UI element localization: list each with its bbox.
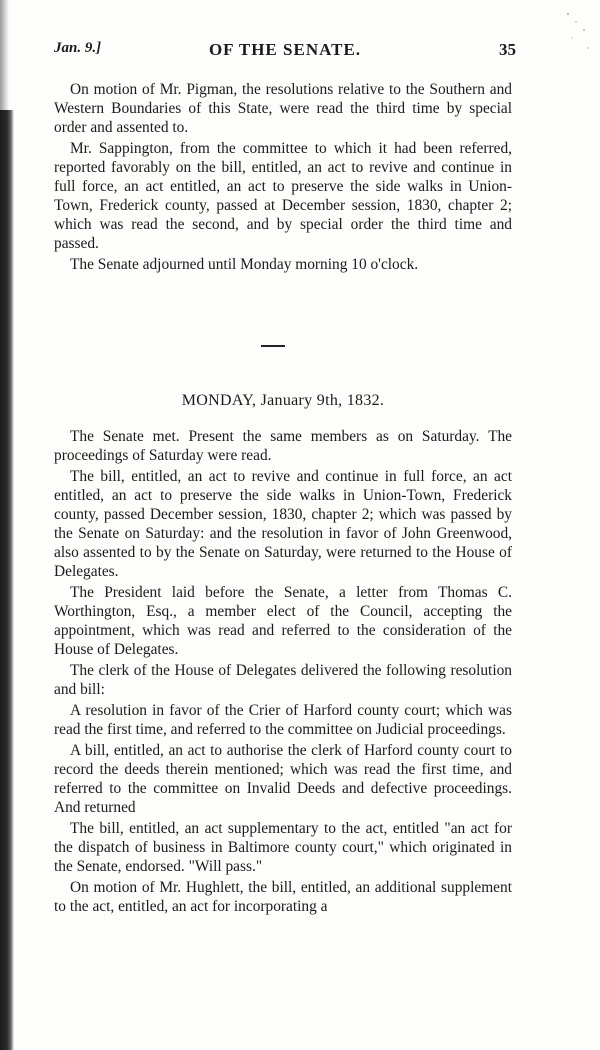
section-divider — [261, 345, 285, 347]
paragraph: The Senate met. Present the same members as on Saturday. The proceedings of Saturday were read. — [54, 428, 512, 464]
page-number: 35 — [499, 40, 516, 59]
binding-shadow-top — [0, 0, 9, 110]
paragraph: The bill, entitled, an act supplementary to the act, entitled "an act for the dispatch of business in Baltimore county court," which originated in the Senate, endorsed. "Will pass." — [54, 820, 512, 875]
paragraph: A bill, entitled, an act to authorise the clerk of Harford county court to record the deeds therein mentioned; which was read the first time, and referred to the committee on Invalid Deeds and defective proceedings. And returned — [54, 742, 512, 816]
paragraph: On motion of Mr. Hughlett, the bill, entitled, an additional supplement to the act, entitled, an act for incorporating a — [54, 879, 512, 915]
paragraph: On motion of Mr. Pigman, the resolutions relative to the Southern and Western Boundaries of this State, were read the third time by special order and assented to. — [54, 81, 512, 136]
running-header — [54, 40, 516, 64]
paragraph: The clerk of the House of Delegates delivered the following resolution and bill: — [54, 662, 512, 698]
section-saturday-proceedings — [54, 80, 512, 276]
paragraph: Mr. Sappington, from the committee to which it had been referred, reported favorably on the bill, entitled, an act to revive and continue in full force, an act entitled, an act to preserve the side walks in Union-Town, Frederick county, passed at December session, 1830, chapter 2; which was read the second, and by special order the third time and passed. — [54, 140, 512, 252]
section-monday-proceedings — [54, 427, 512, 918]
paragraph: The President laid before the Senate, a letter from Thomas C. Worthington, Esq., a member elect of the Council, accepting the appointment, which was read and referred to the consideration of the House of Delegates. — [54, 584, 512, 658]
header-title: OF THE SENATE. — [208, 40, 362, 59]
paper-specks — [554, 8, 594, 68]
date-heading: MONDAY, January 9th, 1832. — [181, 392, 385, 409]
paragraph: The Senate adjourned until Monday morning 10 o'clock. — [70, 256, 419, 273]
paragraph: The bill, entitled, an act to revive and continue in full force, an act entitled, an act to preserve the side walks in Union-Town, Frederick county, passed December session, 1830, chapter 2; which was passed by the Senate on Saturday: and the resolution in favor of John Greenwood, also assented to by the Senate on Saturday, were returned to the House of Delegates. — [54, 468, 512, 580]
header-date: Jan. 9.] — [54, 40, 102, 56]
paragraph: A resolution in favor of the Crier of Harford county court; which was read the first time, and referred to the committee on Judicial proceedings. — [54, 702, 512, 738]
binding-shadow — [0, 110, 14, 1050]
